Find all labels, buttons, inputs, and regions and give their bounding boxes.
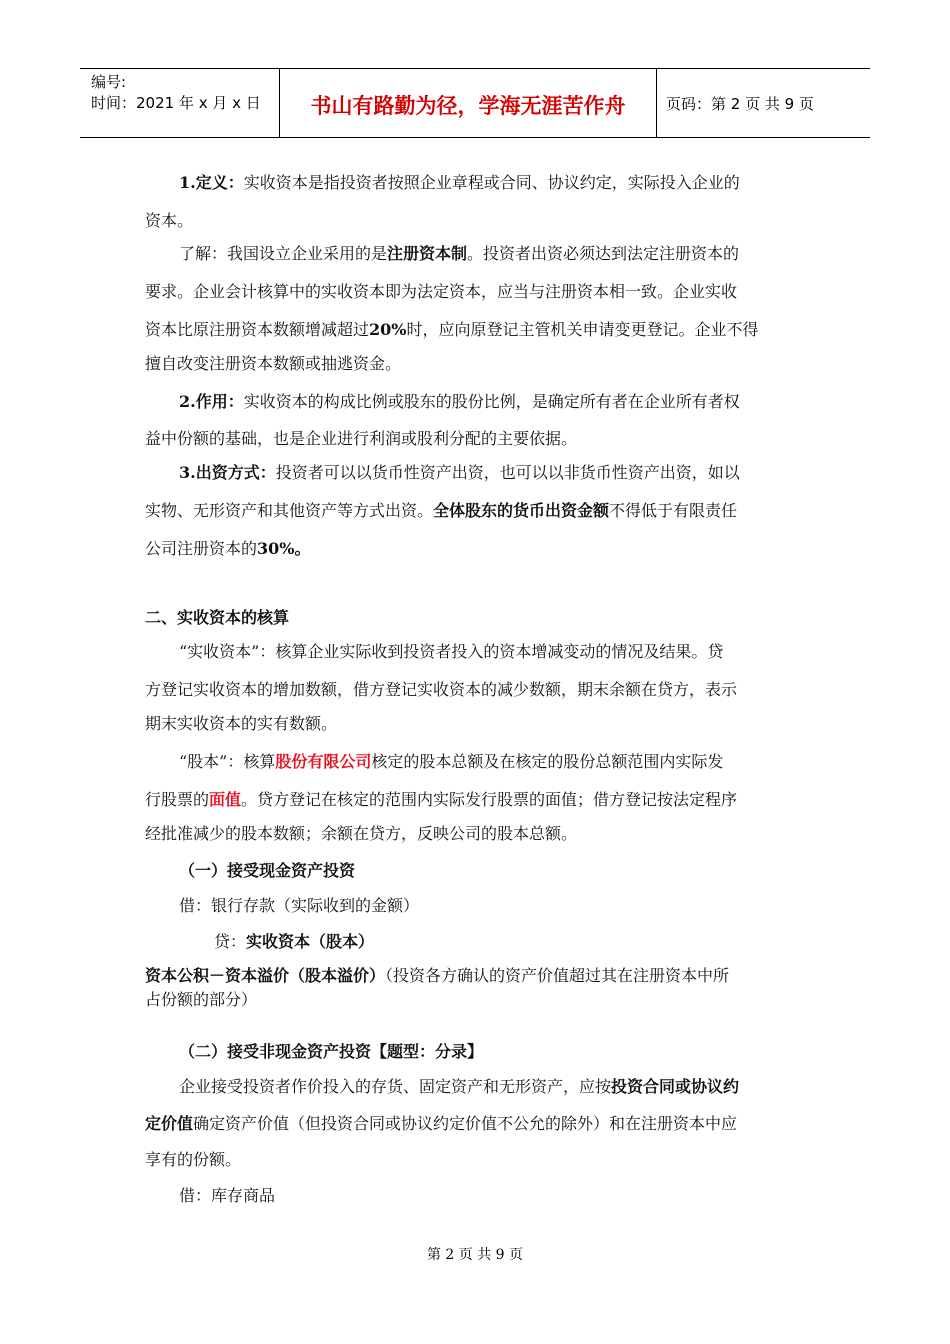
par-value-term: 面值 (209, 790, 242, 809)
contribution-line (179, 462, 740, 484)
joint-stock-company-term: 股份有限公司 (275, 752, 372, 771)
capital-surplus-account: 资本公积－资本溢价（股本溢价） (145, 966, 386, 985)
role-line-2: 益中份额的基础，也是企业进行利润或股利分配的主要依据。 (145, 429, 578, 448)
paid-in-capital-line-2: 方登记实收资本的增加数额，借方登记实收资本的减少数额，期末余额在贷方，表示 (145, 680, 738, 699)
header-meta (91, 72, 261, 114)
non-cash-text: 确定资产价值（但投资合同或协议约定价值不公允的除外）和在注册资本中应 (193, 1114, 738, 1133)
monetary-contribution-term: 全体股东的货币出资金额 (433, 501, 610, 520)
section-2-heading: 二、实收资本的核算 (145, 608, 290, 627)
paid-in-capital-line: “实收资本”：核算企业实际收到投资者投入的资本增减变动的情况及结果。贷 (179, 642, 724, 661)
header-divider (656, 69, 657, 137)
threshold-percent: 20% (369, 320, 407, 339)
share-capital-text: 。贷方登记在核定的范围内实际发行股票的面值；借方登记按法定程序 (241, 790, 738, 809)
understanding-line (179, 243, 739, 265)
header-divider (279, 69, 280, 137)
contract-value-term: 定价值 (145, 1114, 194, 1133)
contribution-title: 3.出资方式： (179, 463, 276, 482)
minimum-percent: 30%。 (257, 539, 311, 558)
share-capital-text: “股本”：核算 (179, 752, 276, 771)
understanding-line-2: 要求。企业会计核算中的实收资本即为法定资本，应当与注册资本相一致。企业实收 (145, 282, 738, 301)
credit-label: 贷： (214, 932, 247, 951)
capital-surplus-note: （投资各方确认的资产价值超过其在注册资本中所 (385, 966, 730, 985)
contribution-text: 投资者可以以货币性资产出资，也可以以非货币性资产出资，如以 (275, 463, 740, 482)
registered-capital-system-term: 注册资本制 (387, 244, 468, 263)
header-page-label: 页码：第 2 页 共 9 页 (666, 95, 814, 113)
credit-entry-1 (214, 931, 374, 953)
contribution-text: 公司注册资本的 (145, 539, 258, 558)
contribution-text: 实物、无形资产和其他资产等方式出资。 (145, 501, 434, 520)
definition-text: 实收资本是指投资者按照企业章程或合同、协议约定，实际投入企业的 (243, 173, 740, 192)
page-header (80, 68, 870, 138)
understanding-text: 时，应向原登记主管机关申请变更登记。企业不得 (406, 320, 759, 339)
paid-in-capital-line-3: 期末实收资本的实有数额。 (145, 714, 338, 733)
subsection-1-heading: （一）接受现金资产投资 (179, 861, 356, 880)
share-capital-line-2 (145, 789, 737, 811)
contribution-text: 不得低于有限责任 (609, 501, 738, 520)
share-capital-text: 行股票的 (145, 790, 210, 809)
non-cash-line-3: 享有的份额。 (145, 1150, 242, 1169)
share-capital-line (179, 751, 723, 773)
understanding-text: 。投资者出资必须达到法定注册资本的 (467, 244, 740, 263)
share-capital-line-3: 经批准减少的股本数额；余额在贷方，反映公司的股本总额。 (145, 824, 578, 843)
subsection-2-heading: （二）接受非现金资产投资【题型：分录】 (179, 1042, 484, 1061)
capital-surplus-line-2: 占份额的部分） (145, 990, 258, 1009)
role-text: 实收资本的构成比例或股东的股份比例，是确定所有者在企业所有者权 (243, 392, 740, 411)
definition-title: 1.定义： (179, 173, 244, 192)
header-motto: 书山有路勤为径，学海无涯苦作舟 (310, 94, 626, 118)
non-cash-line (179, 1076, 739, 1098)
role-line (179, 391, 740, 413)
understanding-text: 了解：我国设立企业采用的是 (179, 244, 388, 263)
non-cash-text: 企业接受投资者作价投入的存货、固定资产和无形资产，应按 (179, 1077, 612, 1096)
role-title: 2.作用： (179, 392, 244, 411)
definition-line (179, 172, 740, 194)
document-time-label: 时间：2021 年 x 月 x 日 (91, 94, 261, 112)
contract-value-term: 投资合同或协议约 (611, 1077, 740, 1096)
debit-entry-2: 借：库存商品 (179, 1186, 276, 1205)
contribution-line-2 (145, 500, 737, 522)
contribution-line-3 (145, 538, 311, 560)
credit-account: 实收资本（股本） (246, 932, 375, 951)
share-capital-text: 核定的股本总额及在核定的股份总额范围内实际发 (371, 752, 724, 771)
understanding-text: 资本比原注册资本数额增减超过 (145, 320, 370, 339)
definition-line-2: 资本。 (145, 211, 194, 230)
document-number-label: 编号: (91, 73, 127, 91)
page-footer: 第 2 页 共 9 页 (426, 1247, 524, 1263)
understanding-line-3 (145, 319, 759, 341)
understanding-line-4: 擅自改变注册资本数额或抽逃资金。 (145, 354, 402, 373)
capital-surplus-line (145, 965, 729, 987)
debit-entry-1: 借：银行存款（实际收到的金额） (179, 896, 420, 915)
non-cash-line-2 (145, 1113, 737, 1135)
